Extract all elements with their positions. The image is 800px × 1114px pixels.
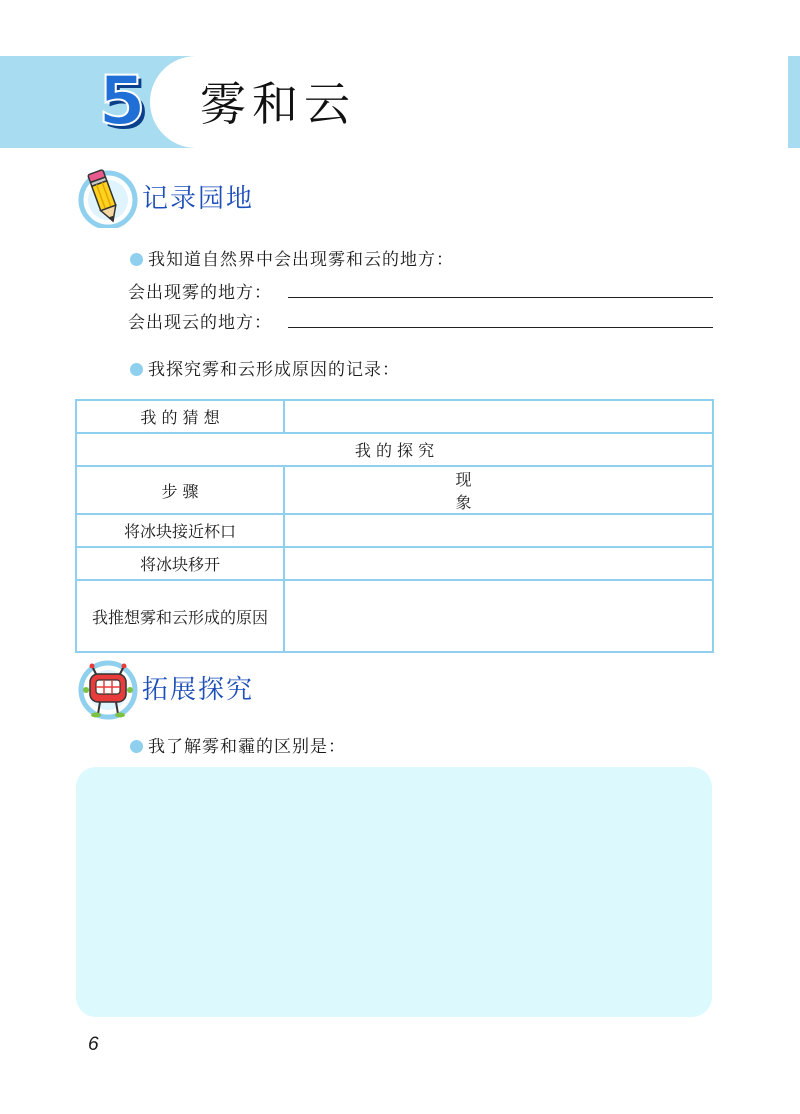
phenomenon-cell-1[interactable] (284, 514, 713, 547)
bullet-fog-haze (130, 735, 346, 759)
phenomenon-cell-2[interactable] (284, 547, 713, 580)
bullet-text: 我了解雾和霾的区别是： (148, 737, 346, 757)
lesson-title: 雾和云 (200, 77, 356, 131)
explore-label: 我 的 探 究 (76, 433, 713, 466)
step-row-2: 将冰块移开 (76, 547, 284, 580)
step-row-1: 将冰块接近杯口 (76, 514, 284, 547)
page-number: 6 (88, 1034, 99, 1055)
bullet-record (130, 358, 400, 382)
section-title-extend: 拓展探究 (142, 675, 255, 705)
bullet-dot-icon (130, 363, 143, 376)
bullet-known-places (130, 248, 454, 272)
fog-haze-answer-box[interactable] (76, 767, 712, 1017)
section-title-record: 记录园地 (142, 184, 255, 214)
bullet-text: 我探究雾和云形成原因的记录： (148, 360, 400, 380)
bullet-dot-icon (130, 740, 143, 753)
lesson-number: 5 (98, 62, 146, 141)
fog-places-answer-line[interactable] (288, 297, 713, 298)
guess-label: 我 的 猜 想 (76, 400, 284, 433)
phenomenon-header: 现 象 (284, 466, 713, 514)
robot-icon (76, 660, 138, 722)
cloud-places-answer-line[interactable] (288, 327, 713, 328)
reason-answer-cell[interactable] (284, 580, 713, 652)
guess-answer-cell[interactable] (284, 400, 713, 433)
bullet-dot-icon (130, 253, 143, 266)
reason-label: 我推想雾和云形成的原因 (76, 580, 284, 652)
record-table (75, 399, 714, 653)
bullet-text: 我知道自然界中会出现雾和云的地方： (148, 250, 454, 270)
pencil-icon (76, 166, 138, 228)
cloud-places-label: 会出现云的地方： (128, 313, 272, 333)
title-banner-edge (788, 56, 800, 148)
fog-places-label: 会出现雾的地方： (128, 283, 272, 303)
step-header: 步 骤 (76, 466, 284, 514)
